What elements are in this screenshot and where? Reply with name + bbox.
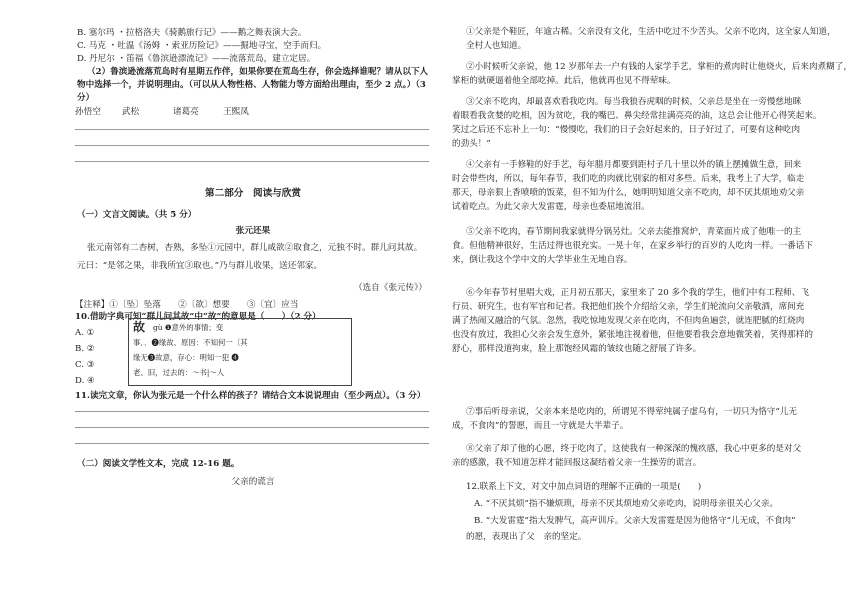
question-2-line1: （2）鲁滨逊流落荒岛时有星期五作伴，如果你要在荒岛生存，你会选择谁呢？请从以下人 [87, 67, 429, 77]
question-2-line3: 分） [77, 93, 95, 103]
answer-line [75, 129, 429, 130]
passage-title: 张元还果 [235, 226, 271, 236]
paragraph-line: ①父亲是个鞋匠，年逾古稀。父亲没有文化，生活中吃过不少苦头。父亲不吃肉，这全家人知道， [466, 27, 836, 37]
answer-line [75, 427, 429, 428]
q12-option-a: A. “不厌其烦”指不嫌烦琐，母亲不厌其烦地劝父亲吃肉，说明母亲很关心父亲。 [474, 499, 779, 509]
dictionary-line: gù ❶意外的事情；变 [153, 323, 224, 332]
dictionary-line: 缘无❸故意，存心：明知一犯 ❹ [133, 353, 239, 362]
answer-line [75, 443, 429, 444]
paragraph-line: 那天，母亲狠上香喷喷的饭菜，但不知为什么，她明明知道父亲不吃肉，却不厌其烦地劝父亲 [452, 188, 805, 198]
dictionary-entry-box [128, 318, 352, 386]
passage-line1: 张元南邻有二杏树，杏熟，多坠①元园中，群儿咸欲②取食之，元独不时。群儿问其故。 [87, 243, 423, 253]
paragraph-line: ⑧父亲了却了他的心愿，终于吃肉了，这使我有一种深深的愧疚感，我心中更多的是对父 [466, 444, 802, 454]
dictionary-line: 事．．❷缘故、原因：不知何一〔其 [133, 338, 248, 347]
paragraph-line: 笑过之后还不忘补上一句：“慢慢吃，我们的日子会好起来的，日子好过了，可要有这种吃肉 [452, 125, 801, 135]
q10-option-c: C. ③ [75, 360, 95, 370]
character-zhugeliang: 诸葛亮 [173, 107, 199, 117]
passage-source: （选自《张元传》） [353, 283, 427, 293]
notes: 【注释】①〔坠〕坠落 ②〔欲〕想要 ③〔宜〕应当 [75, 300, 299, 310]
answer-line [75, 145, 429, 146]
character-wangxifeng: 王熙凤 [223, 107, 249, 117]
character-wusong: 武松 [122, 107, 140, 117]
paragraph-line: 来，倒让我这个学中文的大学毕业生无地自容。 [452, 255, 633, 265]
story-title: 父亲的谎言 [231, 477, 275, 487]
answer-line [75, 161, 429, 162]
paragraph-line: 的劲头！” [452, 139, 491, 149]
section1-title: （一）文言文阅读。（共 5 分） [77, 210, 197, 220]
q12-option-b-line2: 的愿，表现出了父 亲的坚定。 [466, 532, 587, 542]
paragraph-line: 亲的感激，我不知道怎样才能回报这凝结着父亲一生操劳的谎言。 [452, 458, 702, 468]
paragraph-line: ⑦事后听母亲说，父亲本来是吃肉的，所谓见不得荤纯属子虚乌有，一切只为恪守“儿无 [466, 407, 797, 417]
section2-title: （二）阅读文学性文本，完成 12-16 题。 [77, 459, 240, 469]
passage-line2: 元曰：“是邻之果，非我所宜③取也。”乃与群儿收果，送还邻家。 [77, 261, 323, 271]
paragraph-line: 满了热闹又融洽的气氛。忽然，我吃惊地发现父亲在吃肉，不但肉鱼遍尝，就连肥腻的红烧肉 [452, 316, 805, 326]
paragraph-line: 也没有放过，我担心父亲会发生意外，紧张地注视着他，但他要看我会意地微笑着，笑得那样的 [452, 330, 813, 340]
option-b: B. 塞尔玛 ・拉格洛夫《骑鹅旅行记》——鹅之舞表演大会。 [77, 28, 307, 38]
part2-title: 第二部分 阅读与欣赏 [205, 188, 301, 199]
dictionary-character: 故 [133, 320, 146, 334]
paragraph-line: 掌柜的就硬逼着他全部吃掉。此后，他就再也见不得荤味。 [452, 76, 676, 86]
question-12: 12.联系上下文，对文中加点词语的理解不正确的一项是( ) [466, 482, 702, 492]
paragraph-line: 舒心，那样没道拘束，脸上那饱经风霜的皱纹也随之舒展了许多。 [452, 344, 702, 354]
q10-option-a: A. ① [75, 328, 95, 338]
paragraph-line: 行员、研究生，也有军官和记者。我把他们挨个介绍给父亲，学生们轮流向父亲敬酒，席间充 [452, 302, 805, 312]
character-sunwukong: 孙悟空 [75, 107, 101, 117]
question-11: 11.读完文章，你认为张元是一个什么样的孩子？请结合文本说说理由（至少两点）。（3 分） [75, 391, 426, 401]
option-d: D. 丹尼尔 ・笛福《鲁滨逊漂流记》——流落荒岛，建立定居。 [77, 54, 316, 64]
dictionary-line: 老、旧，过去的：～书|～人 [133, 368, 225, 377]
paragraph-line: ④父亲有一手修鞋的好手艺，每年腊月都要到距村子几十里以外的镇上摆摊做生意，回来 [466, 160, 802, 170]
q10-option-d: D. ④ [75, 376, 95, 386]
paragraph-line: 试着吃点。为此父亲大发雷霆，母亲也委屈地流泪。 [452, 202, 650, 212]
question-2-line2: 物中选择一个，并说明理由。（可以从人物性格、人物能力等方面给出理由，至少 2 点。）（3 [77, 80, 426, 90]
q12-option-b-line1: B. “大发雷霆”指大发脾气，高声训斥。父亲大发雷霆是因为他恪守“儿无成，不食肉” [474, 516, 796, 526]
q10-option-b: B. ② [75, 344, 95, 354]
paragraph-line: 着眼看我贪婪的吃相，因为贫吃，我的嘴巴、鼻尖经常挂满亮亮的油，这总会让他开心得笑起来。 [452, 111, 822, 121]
paragraph-line: ②小时候听父亲说，他 12 岁那年去一户有钱的人家学手艺，掌柜的煮肉时让他烧火，后来肉煮糊了， [466, 62, 852, 72]
answer-line [75, 411, 429, 412]
question-10: 10.借助字典可知“群儿问其故”中“故”的意思是（ ）（2 分） [75, 312, 321, 322]
paragraph-line: ⑤父亲不吃肉，春节期间我家就得分锅另灶。父亲去能推窝炉，青菜面片成了他唯一的主 [466, 227, 802, 237]
paragraph-line: ③父亲不吃肉，却最喜欢看我吃肉。每当我狼吞虎咽的时候，父亲总是坐在一旁慢慈地眯 [466, 97, 802, 107]
option-c: C. 马克 ・吐温《汤姆 ・索亚历险记》——掘地寻宝，空手而归。 [77, 41, 327, 51]
paragraph-line: ⑥今年春节村里唱大戏，正月初五那天，家里来了 20 多个我的学生，他们中有工程师、飞 [466, 288, 809, 298]
paragraph-line: 食。但他精神很好，生活过得也很充实。一晃十年，在家乡举行的百岁的人吃肉一样。一番话下 [452, 241, 813, 251]
paragraph-line: 成，不食肉”的誓愿，而且一守就是大半辈子。 [452, 421, 629, 431]
paragraph-line: 时会带些肉，所以，每年春节，我们吃的肉就比别家的相对多些。后来，我考上了大学，临走 [452, 174, 805, 184]
paragraph-line: 全村人也知道。 [466, 41, 527, 51]
